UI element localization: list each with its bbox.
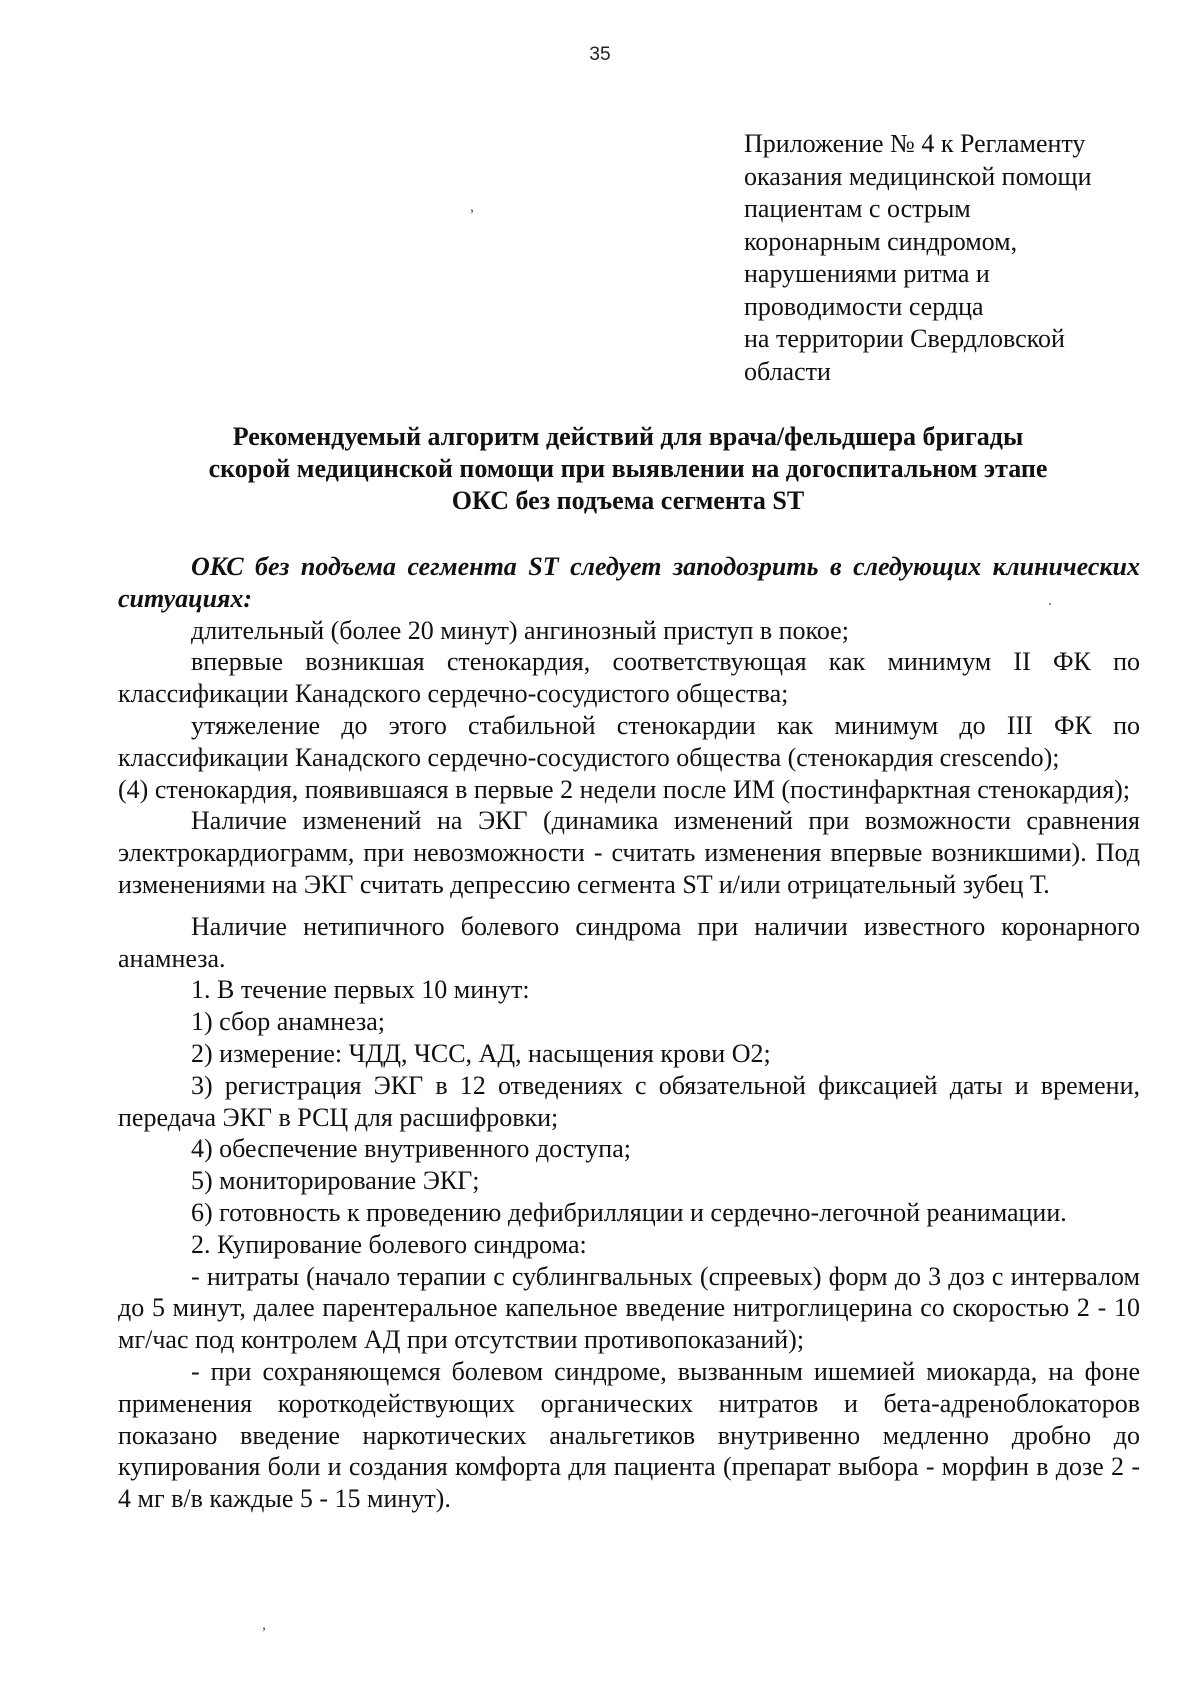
situation-item: утяжеление до этого стабильной стенокардии как минимум до III ФК по классификации Канадского сердечно-сосудистого общества (стенокардия crescendo);	[118, 710, 1140, 772]
appendix-header-line: на территории Свердловской	[744, 324, 1065, 353]
intro-paragraph: ОКС без подъема сегмента ST следует заподозрить в следующих клинических ситуациях:	[118, 552, 1140, 613]
step-item: 2. Купирование болевого синдрома:	[191, 1229, 587, 1259]
document-title-line: Рекомендуемый алгоритм действий для врача/фельдшера бригады	[232, 422, 1024, 451]
appendix-header-line: оказания медицинской помощи	[744, 161, 1092, 191]
appendix-header-line: Приложение № 4 к Регламенту	[744, 129, 1086, 158]
situation-item: Наличие нетипичного болевого синдрома при наличии известного коронарного анамнеза.	[118, 911, 1140, 973]
document-title-line: ОКС без подъема сегмента ST	[451, 486, 805, 515]
document-body	[118, 551, 1140, 1515]
situation-item: впервые возникшая стенокардия, соответствующая как минимум II ФК по классификации Канадского сердечно-сосудистого общества;	[118, 647, 1140, 709]
appendix-header	[744, 128, 1164, 388]
step-item: 2) измерение: ЧДД, ЧСС, АД, насыщения крови О2;	[191, 1038, 771, 1068]
appendix-header-line: нарушениями ритма и	[744, 259, 990, 288]
step-item: 5) мониторирование ЭКГ;	[191, 1166, 480, 1196]
step-item: - нитраты (начало терапии с сублингвальных (спреевых) форм до 3 доз с интервалом до 5 минут, далее парентеральное капельное введение нитроглицерина со скоростью 2 - 10 мг/час под контролем АД при отсутствии противопоказаний);	[118, 1261, 1140, 1355]
scan-speck: .	[1048, 592, 1052, 609]
step-item: 4) обеспечение внутривенного доступа;	[191, 1134, 631, 1164]
appendix-header-line: пациентам с острым	[744, 194, 971, 223]
situation-item: Наличие изменений на ЭКГ (динамика изменений при возможности сравнения электрокардиограмм, при невозможности - считать изменения впервые возникшими). Под изменениями на ЭКГ считать депрессию сегмента ST и/или отрицательный зубец Т.	[118, 806, 1140, 899]
appendix-header-line: проводимости сердца	[744, 291, 984, 321]
step-item: 1) сбор анамнеза;	[191, 1007, 385, 1037]
appendix-header-line: области	[744, 356, 831, 386]
step-item: 3) регистрация ЭКГ в 12 отведениях с обязательной фиксацией даты и времени, передача ЭКГ в РСЦ для расшифровки;	[118, 1070, 1140, 1132]
document-title	[118, 421, 1138, 517]
step-item: 1. В течение первых 10 минут:	[191, 975, 530, 1005]
document-title-line: скорой медицинской помощи при выявлении на догоспитальном этапе	[208, 454, 1048, 483]
appendix-header-line: коронарным синдромом,	[744, 226, 1018, 256]
step-item: 6) готовность к проведению дефибрилляции и сердечно-легочной реанимации.	[191, 1197, 1067, 1227]
step-item: - при сохраняющемся болевом синдроме, вызванным ишемией миокарда, на фоне применения короткодействующих органических нитратов и бета-адреноблокаторов показано введение наркотических анальгетиков внутривенно медленно дробно до купирования боли и создания комфорта для пациента (препарат выбора - морфин в дозе 2 - 4 мг в/в каждые 5 - 15 минут).	[118, 1356, 1140, 1514]
situation-item: (4) стенокардия, появившаяся в первые 2 недели после ИМ (постинфарктная стенокардия);	[118, 774, 1131, 804]
page-number: 35	[589, 44, 611, 65]
scan-speck: ,	[470, 198, 474, 215]
situation-item: длительный (более 20 минут) ангинозный приступ в покое;	[191, 615, 849, 645]
scan-speck: ,	[262, 1616, 266, 1633]
